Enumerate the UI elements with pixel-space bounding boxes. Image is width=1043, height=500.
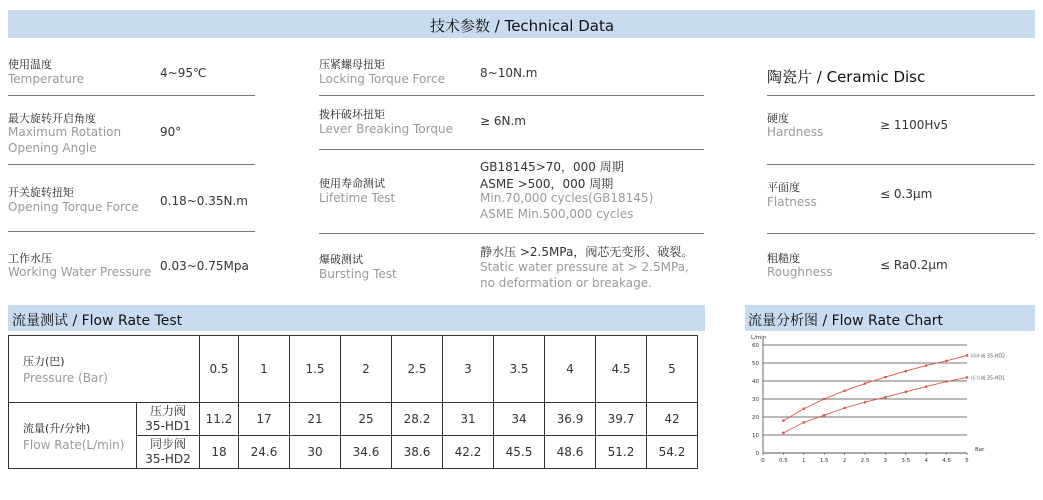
data-point — [782, 432, 785, 435]
spec-rotation-cn: 最大旋转开启角度 — [8, 112, 96, 125]
flow-value-cell: 18 — [200, 436, 239, 469]
spec-bursting-line-3: no deformation or breakage. — [480, 276, 652, 290]
spec-bursting-en: Bursting Test — [319, 267, 397, 281]
spec-lever-cn: 拨杆破坏扭矩 — [319, 108, 385, 121]
x-tick-label: 3.5 — [901, 458, 911, 464]
data-point — [925, 364, 928, 367]
spec-torque-cn: 开关旋转扭矩 — [8, 186, 74, 199]
divider — [319, 233, 704, 234]
pressure-cell: 1.5 — [290, 336, 341, 403]
divider — [767, 164, 1035, 165]
valve-name-cell — [137, 403, 200, 436]
flow-rate-table — [8, 335, 698, 469]
data-point — [864, 382, 867, 385]
divider — [319, 149, 704, 150]
flow-rate-chart — [745, 333, 1035, 477]
x-tick-label: 4.5 — [942, 458, 951, 464]
spec-bursting-cn: 爆破测试 — [319, 253, 363, 266]
x-tick-label: 4 — [924, 458, 928, 464]
spec-torque-en: Opening Torque Force — [8, 200, 139, 214]
y-tick-label: 30 — [752, 397, 759, 403]
spec-rotation-en2: Opening Angle — [8, 141, 97, 155]
flow-value-cell: 54.2 — [647, 436, 698, 469]
data-point — [884, 376, 887, 379]
data-point — [823, 398, 826, 401]
data-point — [945, 360, 948, 363]
spec-rotation-en: Maximum Rotation — [8, 125, 122, 139]
x-tick-label: 3 — [883, 458, 888, 464]
divider — [767, 95, 1035, 96]
spec-pressure-cn: 工作水压 — [8, 252, 52, 265]
pressure-cell: 3.5 — [494, 336, 545, 403]
spec-lifetime-line-3: Min.70,000 cycles(GB18145) — [480, 191, 654, 205]
x-axis-label: Bar — [975, 447, 985, 453]
spec-rotation-value: 90° — [160, 125, 182, 139]
flow-value-cell: 28.2 — [392, 403, 443, 436]
spec-temperature-value: 4~95℃ — [160, 66, 207, 80]
ceramic-hardness-value: ≥ 1100Hv5 — [880, 118, 949, 132]
spec-locking-en: Locking Torque Force — [319, 72, 445, 86]
spec-pressure-value: 0.03~0.75Mpa — [160, 259, 249, 273]
divider — [8, 231, 255, 232]
x-tick-label: 5 — [965, 458, 969, 464]
pressure-cell: 1 — [239, 336, 290, 403]
technical-data-title: 技术参数 / Technical Data — [430, 17, 615, 35]
table-row — [9, 403, 698, 436]
y-tick-label: 60 — [752, 343, 759, 349]
data-point — [782, 419, 785, 422]
flow-label-cn: 流量(升/分钟) — [23, 421, 91, 435]
flow-value-cell: 30 — [290, 436, 341, 469]
flow-test-title: 流量测试 / Flow Rate Test — [12, 313, 183, 329]
flow-value-cell: 36.9 — [545, 403, 596, 436]
pressure-cell: 2.5 — [392, 336, 443, 403]
flow-value-cell: 34 — [494, 403, 545, 436]
y-axis-label: L/min — [751, 335, 767, 341]
spec-temperature-cn: 使用温度 — [8, 58, 52, 71]
data-point — [864, 401, 867, 404]
valve-name-cn: 同步阀 — [149, 437, 186, 451]
flow-value-cell: 45.5 — [494, 436, 545, 469]
pressure-cell: 5 — [647, 336, 698, 403]
x-tick-label: 0.5 — [779, 458, 788, 464]
x-tick-label: 0 — [761, 458, 765, 464]
data-point — [843, 407, 846, 410]
pressure-cell: 4.5 — [596, 336, 647, 403]
pressure-cell: 4 — [545, 336, 596, 403]
data-point — [966, 354, 969, 357]
flow-value-cell: 38.6 — [392, 436, 443, 469]
x-tick-label: 1 — [802, 458, 806, 464]
spec-torque-value: 0.18~0.35N.m — [160, 194, 248, 208]
flow-value-cell: 31 — [443, 403, 494, 436]
y-tick-label: 40 — [752, 379, 759, 385]
pressure-cell: 0.5 — [200, 336, 239, 403]
spec-lifetime-line-1: GB18145>70，000 周期 — [480, 160, 624, 174]
pressure-label-cn: 压力(巴) — [23, 355, 65, 368]
pressure-label-en: Pressure (Bar) — [23, 371, 108, 385]
spec-pressure-en: Working Water Pressure — [8, 265, 152, 279]
y-tick-label: 0 — [755, 451, 759, 457]
y-tick-label: 10 — [752, 433, 759, 439]
divider — [319, 95, 704, 96]
flow-value-cell: 17 — [239, 403, 290, 436]
divider — [8, 164, 255, 165]
flow-value-cell: 11.2 — [200, 403, 239, 436]
data-point — [905, 370, 908, 373]
flow-value-cell: 24.6 — [239, 436, 290, 469]
divider — [8, 95, 255, 96]
data-point — [803, 407, 806, 410]
valve-name-cell — [137, 436, 200, 469]
flow-value-cell: 42.2 — [443, 436, 494, 469]
spec-lifetime-cn: 使用寿命测试 — [319, 177, 385, 190]
data-point — [966, 376, 969, 379]
spec-lever-value: ≥ 6N.m — [480, 114, 526, 128]
spec-lifetime-line-4: ASME Min.500,000 cycles — [480, 207, 634, 221]
ceramic-hardness-en: Hardness — [767, 125, 824, 139]
flow-value-cell: 21 — [290, 403, 341, 436]
ceramic-flatness-en: Flatness — [767, 195, 817, 209]
data-point — [823, 414, 826, 417]
valve-name-code: 35-HD1 — [145, 419, 191, 433]
spec-lever-en: Lever Breaking Torque — [319, 122, 454, 136]
y-tick-label: 50 — [752, 361, 759, 367]
valve-name-cn: 压力阀 — [149, 404, 186, 418]
table-row — [9, 336, 698, 403]
series-line — [783, 355, 967, 420]
data-point — [884, 396, 887, 399]
series-label: 压力阀 35-HD1 — [971, 376, 1006, 382]
spec-locking-cn: 压紧螺母扭矩 — [319, 58, 385, 71]
ceramic-title: 陶瓷片 / Ceramic Disc — [767, 68, 926, 86]
x-tick-label: 1.5 — [819, 458, 829, 464]
x-tick-label: 2 — [842, 458, 847, 464]
flow-value-cell: 42 — [647, 403, 698, 436]
spec-bursting-line-1: 静水压 >2.5MPa，阀芯无变形、破裂。 — [480, 245, 694, 259]
flow-value-cell: 51.2 — [596, 436, 647, 469]
flow-rate-chart-svg — [745, 333, 1035, 473]
divider — [767, 233, 1035, 234]
flow-value-cell: 39.7 — [596, 403, 647, 436]
valve-name-code: 35-HD2 — [145, 452, 191, 466]
pressure-cell: 3 — [443, 336, 494, 403]
x-tick-label: 2.5 — [860, 458, 870, 464]
flow-value-cell: 34.6 — [341, 436, 392, 469]
ceramic-roughness-cn: 粗糙度 — [767, 252, 800, 265]
flow-label-cell — [9, 403, 137, 469]
ceramic-hardness-cn: 硬度 — [767, 112, 789, 125]
pressure-label-cell — [9, 336, 200, 403]
pressure-cell: 2 — [341, 336, 392, 403]
data-point — [843, 389, 846, 392]
spec-lifetime-line-2: ASME >500，000 周期 — [480, 177, 614, 191]
data-point — [925, 385, 928, 388]
spec-temperature-en: Temperature — [8, 72, 85, 86]
y-tick-label: 20 — [752, 415, 759, 421]
ceramic-flatness-value: ≤ 0.3μm — [880, 187, 933, 201]
ceramic-roughness-value: ≤ Ra0.2μm — [880, 258, 948, 272]
spec-locking-value: 8~10N.m — [480, 66, 538, 80]
series-label: 同步阀 35-HD2 — [971, 354, 1006, 360]
spec-lifetime-en: Lifetime Test — [319, 191, 396, 205]
ceramic-flatness-cn: 平面度 — [767, 181, 800, 194]
data-point — [803, 421, 806, 424]
flow-value-cell: 48.6 — [545, 436, 596, 469]
flow-label-en: Flow Rate(L/min) — [23, 437, 125, 452]
flow-chart-title: 流量分析图 / Flow Rate Chart — [748, 313, 944, 329]
spec-bursting-line-2: Static water pressure at > 2.5MPa, — [480, 260, 689, 274]
data-point — [945, 380, 948, 383]
data-point — [905, 391, 908, 394]
ceramic-roughness-en: Roughness — [767, 265, 833, 279]
flow-value-cell: 25 — [341, 403, 392, 436]
